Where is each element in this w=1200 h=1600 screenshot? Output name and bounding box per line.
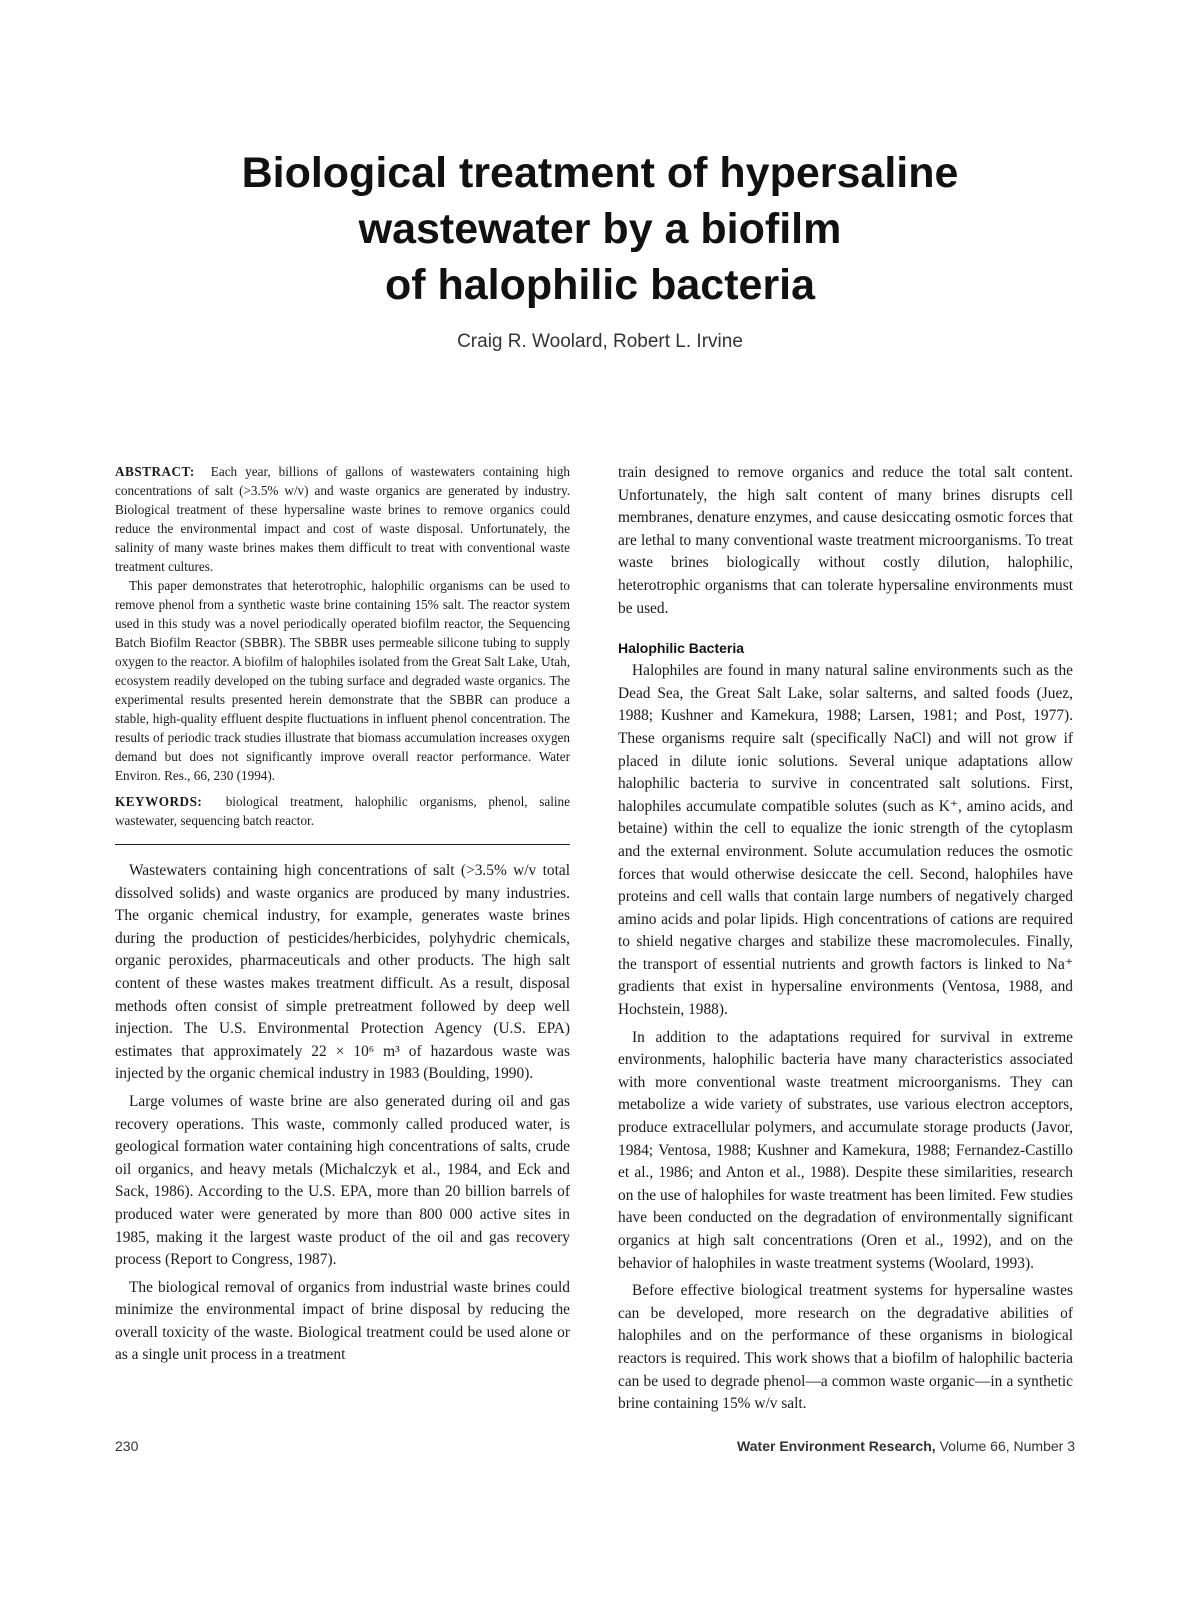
article-title [100,145,1100,313]
abstract-label: ABSTRACT: [115,464,195,479]
keywords-text: biological treatment, halophilic organisms, phenol, saline wastewater, sequencing batch reactor. [115,794,570,828]
body-paragraph: Halophiles are found in many natural saline environments such as the Dead Sea, the Great Salt Lake, solar salterns, and salted foods (Juez, 1988; Kushner and Kamekura, 1988; Larsen, 1981; and Post, 1977). These organisms require salt (specifically NaCl) and will not grow if placed in dilute ionic solutions. Several unique adaptations allow halophilic bacteria to survive in concentrated salt solutions. First, halophiles accumulate compatible solutes (such as K⁺, amino acids, and betaine) within the cell to equalize the ionic strength of the cytoplasm and the external environment. Solute accumulation reduces the osmotic forces that would otherwise desiccate the cell. Second, halophiles have proteins and cell walls that contain large numbers of negatively charged amino acids and polar lipids. High concentrations of cations are required to shield negative charges and stabilize these macromolecules. Finally, the transport of essential nutrients and growth factors is linked to Na⁺ gradients that exist in hypersaline environments (Ventosa, 1988, and Hochstein, 1988). [618,662,1073,1019]
section-heading: Halophilic Bacteria [618,640,745,657]
abstract-paragraph-1 [115,462,570,576]
title-line-2: wastewater by a biofilm [358,205,842,253]
abstract [115,462,570,785]
body-paragraph: Wastewaters containing high concentrations of salt (>3.5% w/v total dissolved solids) and waste organics are produced by many industries. The organic chemical industry, for example, generates waste brines during the production of pesticides/herbicides, polyhydric chemicals, organic peroxides, pharmaceuticals and other products. The high salt content of these wastes makes treatment difficult. As a result, disposal methods often consist of simple pretreatment followed by deep well injection. The U.S. Environmental Protection Agency (U.S. EPA) estimates that approximately 22 × 10⁶ m³ of hazardous waste was injected by the organic chemical industry in 1983 (Boulding, 1990). [115,862,570,1083]
body-paragraph: The biological removal of organics from industrial waste brines could minimize the environmental impact of brine disposal by reducing the overall toxicity of the waste. Biological treatment could be used alone or as a single unit process in a treatment [115,1278,570,1364]
title-line-1: Biological treatment of hypersaline [241,149,959,197]
keywords [115,792,570,830]
left-body [115,860,570,1367]
body-paragraph: In addition to the adaptations required for survival in extreme environments, halophilic bacteria have many characteristics associated with more conventional waste treatment microorganisms. They can metabolize a wide variety of substrates, use various electron acceptors, produce extracellular polymers, and accumulate storage products (Javor, 1984; Ventosa, 1988; Kushner and Kamekura, 1988; Fernandez-Castillo et al., 1986; and Anton et al., 1988). Despite these similarities, research on the use of halophiles for waste treatment has been limited. Few studies have been conducted on the degradation of environmentally significant organics at high salt concentrations (Oren et al., 1992), and on the behavior of halophiles in waste treatment systems (Woolard, 1993). [618,1028,1073,1272]
right-body [618,462,1073,1416]
abstract-paragraph-2: This paper demonstrates that heterotrophic, halophilic organisms can be used to remove phenol from a synthetic waste brine containing 15% salt. The reactor system used in this study was a novel periodically operated biofilm reactor, the Sequencing Batch Biofilm Reactor (SBBR). The SBBR uses permeable silicone tubing to supply oxygen to the reactor. A biofilm of halophiles isolated from the Great Salt Lake, Utah, ecosystem readily developed on the tubing surface and degraded waste organics. The experimental results presented herein demonstrate that the SBBR can produce a stable, high-quality effluent despite fluctuations in influent phenol concentration. The results of periodic track studies illustrate that biomass accumulation increases oxygen demand but does not significantly improve overall reactor performance. Water Environ. Res., 66, 230 (1994). [115,578,570,783]
keywords-label: KEYWORDS: [115,794,203,809]
journal-citation [737,1438,1075,1454]
title-line-3: of halophilic bacteria [384,261,816,309]
right-column [618,462,1073,1416]
abstract-text-1: Each year, billions of gallons of wastewaters containing high concentrations of salt (>3.5% w/v) and waste organics are generated by industry. Biological treatment of these hypersaline waste brines to remove organics could reduce the environmental impact and cost of waste disposal. Unfortunately, the salinity of many waste brines makes them difficult to treat with conventional waste treatment cultures. [115,464,571,574]
author-list: Craig R. Woolard, Robert L. Irvine [457,331,743,352]
journal-volume: Volume 66, Number 3 [939,1438,1075,1454]
page-number: 230 [115,1438,139,1454]
body-paragraph: Large volumes of waste brine are also generated during oil and gas recovery operations. This waste, commonly called produced water, is geological formation water containing high concentrations of salts, crude oil organics, and heavy metals (Michalczyk et al., 1984, and Eck and Sack, 1986). According to the U.S. EPA, more than 20 billion barrels of produced water were generated by more than 800 000 active sites in 1985, making it the largest waste product of the oil and gas recovery process (Report to Congress, 1987). [115,1092,570,1269]
body-paragraph-continued: train designed to remove organics and reduce the total salt content. Unfortunately, the high salt content of many brines disrupts cell membranes, denature enzymes, and cause desiccating osmotic forces that are lethal to many conventional waste treatment microorganisms. To treat waste brines biologically without costly dilution, halophilic, heterotrophic organisms that can tolerate hypersaline environments must be used. [618,464,1073,617]
section-divider [115,844,570,845]
left-column [115,462,570,1367]
journal-name: Water Environment Research, [737,1438,936,1454]
body-paragraph: Before effective biological treatment systems for hypersaline wastes can be developed, more research on the degradative abilities of halophiles and on the performance of these organisms in biological reactors is required. This work shows that a biofilm of halophilic bacteria can be used to degrade phenol—a common waste organic—in a synthetic brine containing 15% w/v salt. [618,1282,1073,1413]
